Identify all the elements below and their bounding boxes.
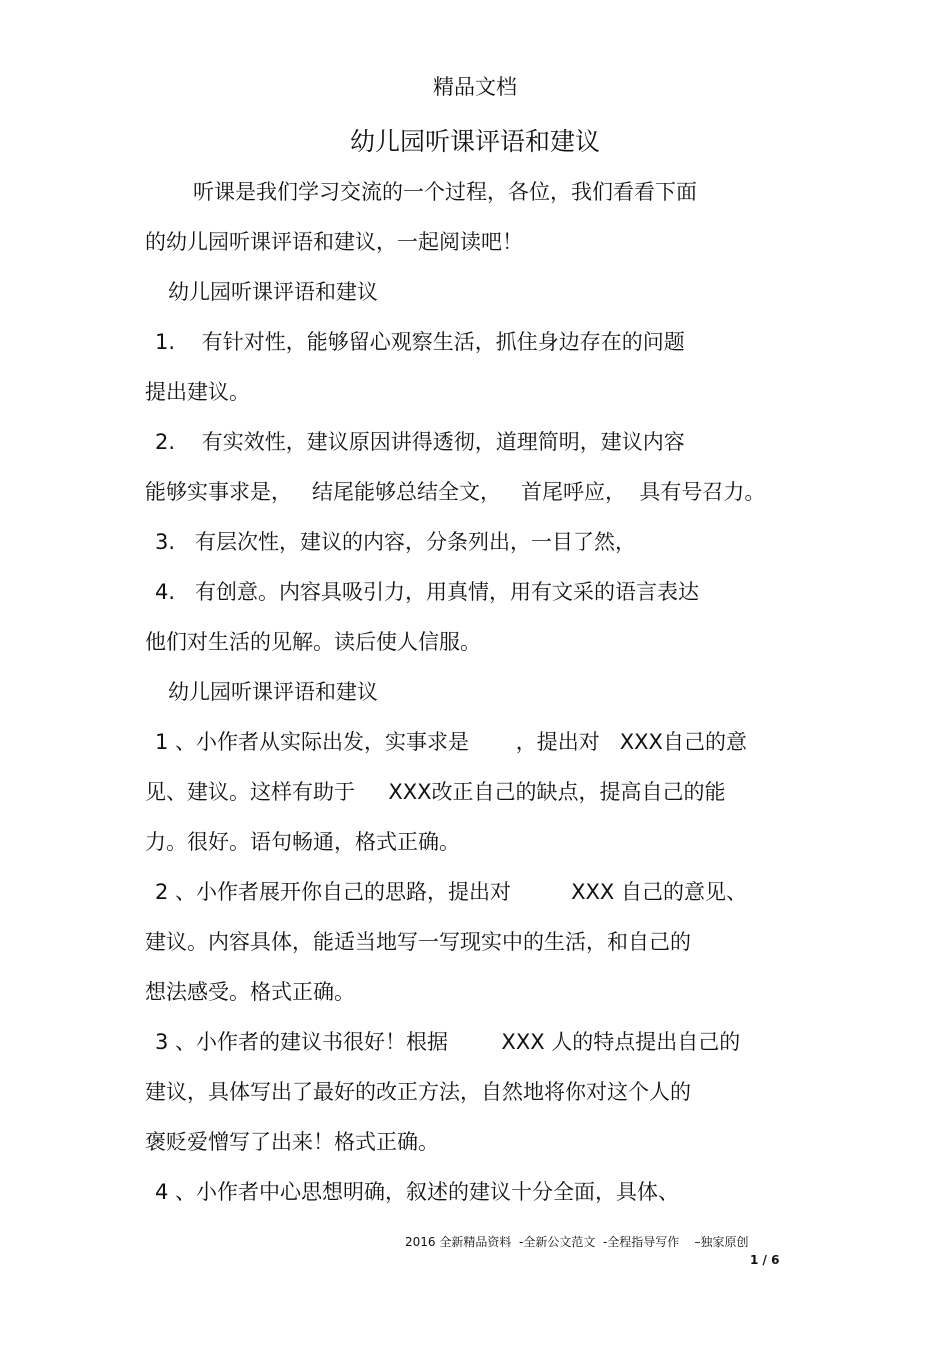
section2-item-3-line-3: 褒贬爱憎写了出来！格式正确。 — [145, 1130, 439, 1154]
section2-item-2-line-2: 建议。内容具体，能适当地写一写现实中的生活，和自己的 — [145, 930, 691, 954]
intro-line-2: 的幼儿园听课评语和建议，一起阅读吧！ — [145, 230, 523, 254]
document-title: 幼儿园听课评语和建议 — [349, 127, 600, 156]
section2-item-4-line-1: 4 、小作者中心思想明确，叙述的建议十分全面，具体、 — [155, 1180, 680, 1204]
section2-item-3-line-2: 建议，具体写出了最好的改正方法，自然地将你对这个人的 — [145, 1080, 691, 1104]
section2-heading: 幼儿园听课评语和建议 — [168, 680, 378, 704]
section2-item-2-line-3: 想法感受。格式正确。 — [145, 980, 355, 1004]
section1-item-2-line-2: 能够实事求是， 结尾能够总结全文， 首尾呼应， 具有号召力。 — [145, 480, 766, 504]
page-header: 精品文档 — [433, 75, 517, 99]
section1-item-4-line-2: 他们对生活的见解。读后使人信服。 — [145, 630, 481, 654]
section1-item-2-line-1: 2. 有实效性，建议原因讲得透彻，道理简明，建议内容 — [155, 430, 685, 454]
section1-heading: 幼儿园听课评语和建议 — [168, 280, 378, 304]
section2-item-3-line-1: 3 、小作者的建议书很好！根据 XXX 人的特点提出自己的 — [155, 1030, 741, 1054]
section2-item-1-line-3: 力。很好。语句畅通，格式正确。 — [145, 830, 460, 854]
section1-item-1-line-1: 1. 有针对性，能够留心观察生活，抓住身边存在的问题 — [155, 330, 685, 354]
section1-item-1-line-2: 提出建议。 — [145, 380, 250, 404]
section2-item-1-line-1: 1 、小作者从实际出发，实事求是 ，提出对 XXX自己的意 — [155, 730, 747, 754]
footer-text: 2016 全新精品资料 -全新公文范文 -全程指导写作 –独家原创 — [405, 1235, 749, 1249]
section1-item-3-line-1: 3. 有层次性，建议的内容，分条列出，一目了然， — [155, 530, 637, 554]
section1-item-4-line-1: 4. 有创意。内容具吸引力，用真情，用有文采的语言表达 — [155, 580, 700, 604]
page-number: 1 / 6 — [750, 1253, 780, 1267]
section2-item-1-line-2: 见、建议。这样有助于 XXX改正自己的缺点，提高自己的能 — [145, 780, 726, 804]
section2-item-2-line-1: 2 、小作者展开你自己的思路，提出对 XXX 自己的意见、 — [155, 880, 747, 904]
intro-line-1: 听课是我们学习交流的一个过程，各位，我们看看下面 — [193, 180, 697, 204]
